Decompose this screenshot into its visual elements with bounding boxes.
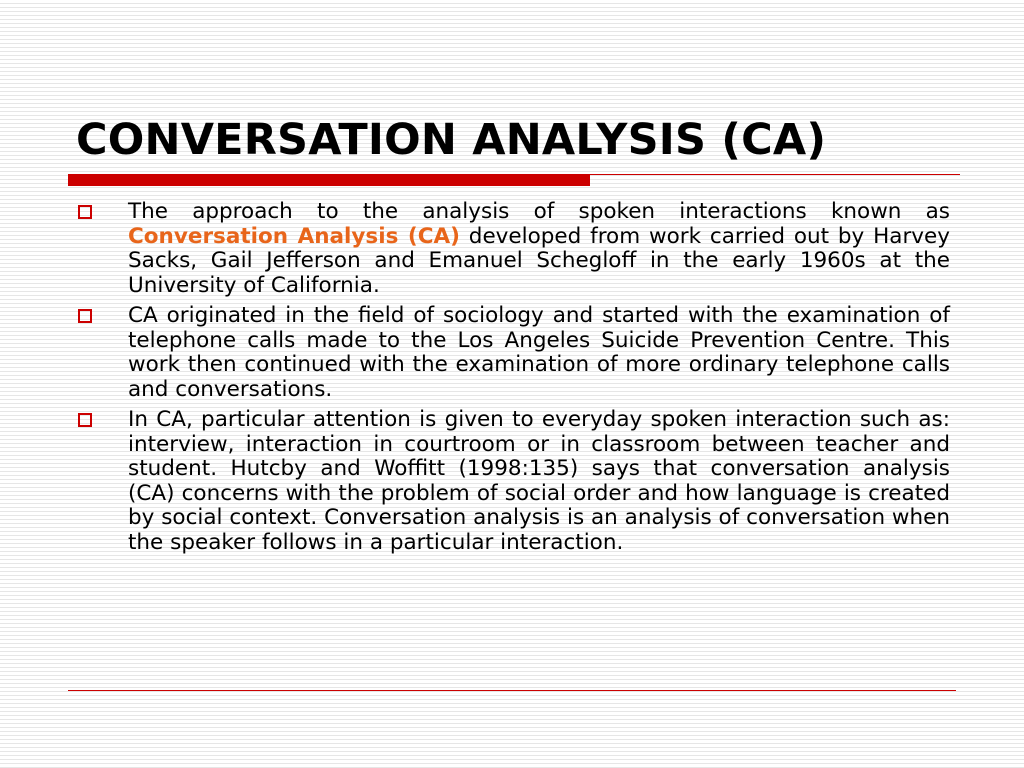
title-divider-line	[590, 174, 960, 175]
hollow-square-icon	[78, 205, 92, 219]
bullet-list	[74, 200, 950, 561]
highlight-term: Conversation Analysis (CA)	[128, 223, 460, 249]
bullet-text-2: CA originated in the field of sociology and started with the examination of telephone calls made to the Los Angeles Suicide Prevention Centre. This work then continued with the examination of more ordinary telephone calls and conversations.	[128, 303, 950, 402]
footer-divider-line	[68, 690, 956, 691]
bullet-1-text-after: developed from work carried out by Harvey Sacks, Gail Jefferson and Emanuel Schegloff in the early 1960s at the University of California.	[128, 223, 950, 298]
slide-title: CONVERSATION ANALYSIS (CA)	[76, 115, 827, 165]
hollow-square-icon	[78, 309, 92, 323]
bullet-item-1	[74, 200, 950, 298]
bullet-text-1	[128, 200, 950, 298]
hollow-square-icon	[78, 413, 92, 427]
title-accent-bar	[68, 174, 590, 186]
bullet-item-2	[74, 304, 950, 402]
bullet-text-3: In CA, particular attention is given to everyday spoken interaction such as: interview, interaction in courtroom or in classroom between teacher and student. Hutcby and Woffitt (1998:135) says that conversation analysis (CA) concerns with the problem of social order and how language is created by social context. Conversation analysis is an analysis of conversation when the speaker follows in a particular interaction.	[128, 407, 950, 555]
bullet-item-3	[74, 408, 950, 555]
bullet-1-text-before: The approach to the analysis of spoken interactions known as	[128, 199, 950, 224]
